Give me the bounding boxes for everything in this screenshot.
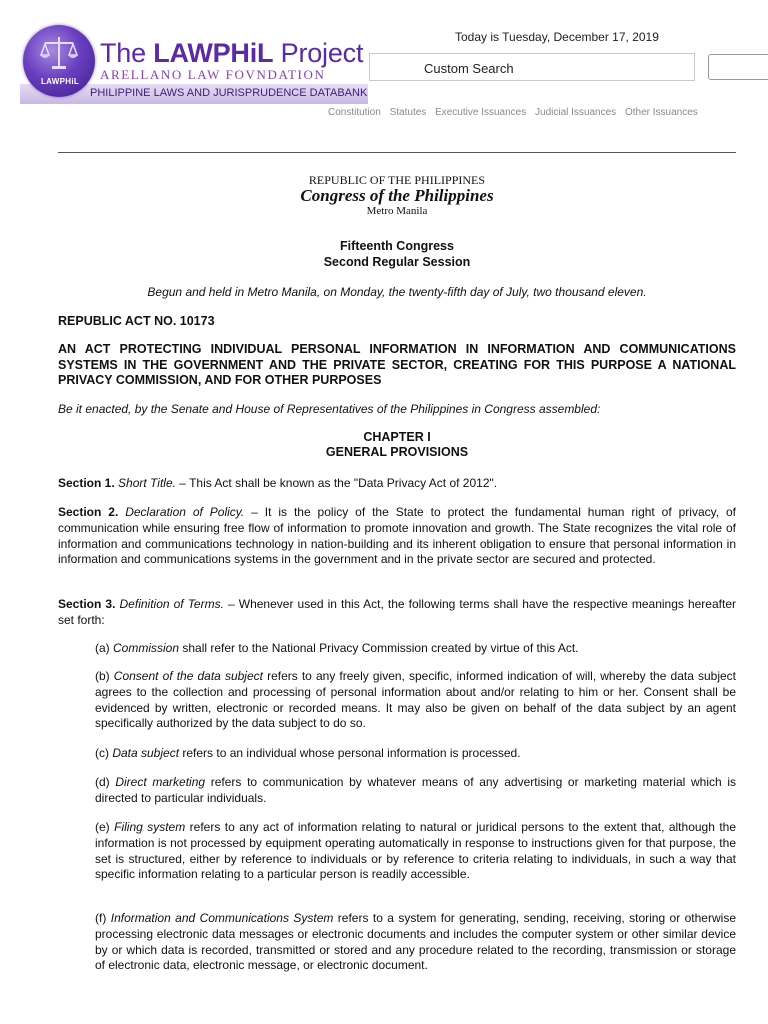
act-title: AN ACT PROTECTING INDIVIDUAL PERSONAL INFORMATION IN INFORMATION AND COMMUNICATIONS SYSTEMS IN THE GOVERNMENT AND THE PRIVATE SECTOR, CREATING FOR THIS PURPOSE A NATIONAL PRIVACY COMMISSION, AND FOR OTHER PURPOSES <box>58 342 736 388</box>
republic-act-number: REPUBLIC ACT NO. 10173 <box>58 314 215 328</box>
site-title <box>100 38 363 69</box>
definition-a-marker: (a) <box>95 641 113 655</box>
definition-b-term: Consent of the data subject <box>113 669 263 683</box>
site-title-pre: The <box>100 38 154 68</box>
section-2-text: – It is the policy of the State to protect the fundamental human right of privacy, of communication while ensuring free flow of information to promote innovation and growth. The State recognizes the vital role of information and communications technology in nation-building and its inherent obligation to ensure that personal information in information and communications systems in the government and in the private sector are secured and protected. <box>58 505 736 567</box>
definition-e-term: Filing system <box>114 820 186 834</box>
metro-manila: Metro Manila <box>366 205 428 217</box>
definition-d-term: Direct marketing <box>115 775 206 789</box>
site-subtitle: ARELLANO LAW FOVNDATION <box>100 67 326 82</box>
definition-f-marker: (f) <box>95 911 111 925</box>
site-title-brand: LAWPHiL <box>153 38 274 68</box>
logo-tagline: PHILIPPINE LAWS AND JURISPRUDENCE DATABANK <box>90 87 368 99</box>
definition-b-text: refers to any freely given, specific, informed indication of will, whereby the data subject agrees to the collection and processing of personal information about and/or relating to him or her. Consent shall be evidenced by written, electronic or recorded means. It may also be given on behalf of the data subject by an agent specifically authorized by the data subject to do so. <box>95 669 736 731</box>
definition-f <box>95 911 736 974</box>
enacting-clause: Be it enacted, by the Senate and House of Representatives of the Philippines in Congress assembled: <box>58 402 601 416</box>
logo-emblem-text: LAWPHiL <box>40 77 80 86</box>
definition-d-text: refers to communication by whatever means of any advertising or marketing material which is directed to particular individuals. <box>95 775 737 805</box>
definition-d <box>95 775 736 807</box>
definition-c-term: Data subject <box>112 746 180 760</box>
section-1-heading: Short Title. <box>118 476 176 490</box>
definition-b <box>95 669 736 732</box>
definition-a <box>95 641 736 657</box>
section-2-heading: Declaration of Policy. <box>125 505 245 519</box>
section-3-label: Section 3. <box>58 597 116 611</box>
definition-a-term: Commission <box>113 641 180 655</box>
definition-e-text: refers to any act of information relating to natural or juridical persons to the extent that, although the information is not processed by equipment operating automatically in response to instructions given for that purpose, the set is structured, either by reference to individuals or by reference to criteria relating to individuals, in such a way that specific information relating to a particular person is readily accessible. <box>95 820 737 882</box>
section-1-text: – This Act shall be known as the "Data Privacy Act of 2012". <box>175 476 498 490</box>
definition-b-marker: (b) <box>95 669 114 683</box>
nav-judicial-issuances[interactable]: Judicial Issuances <box>535 107 617 118</box>
search-placeholder: Custom Search <box>424 61 514 76</box>
definition-f-term: Information and Communications System <box>110 911 334 925</box>
site-title-post: Project <box>273 38 364 68</box>
definition-a-text: shall refer to the National Privacy Commission created by virtue of this Act. <box>179 641 579 655</box>
republic-heading: REPUBLIC OF THE PHILIPPINES <box>308 173 486 187</box>
definition-e <box>95 820 736 883</box>
definition-f-text: refers to a system for generating, sending, receiving, storing or otherwise processing electronic data messages or electronic documents and includes the computer system or other similar device by or which data is recorded, transmitted or stored and any procedure related to the recording, transmission or storage of electronic data, electronic message, or electronic document. <box>95 911 736 973</box>
begun-statement: Begun and held in Metro Manila, on Monday, the twenty-fifth day of July, two thousand eleven. <box>147 285 647 299</box>
chapter-number: CHAPTER I <box>363 430 431 444</box>
nav-constitution[interactable]: Constitution <box>328 107 381 118</box>
current-date: Today is Tuesday, December 17, 2019 <box>455 30 659 44</box>
scales-of-justice-emblem <box>23 25 95 97</box>
section-1 <box>58 476 736 492</box>
section-3-text: – Whenever used in this Act, the following terms shall have the respective meanings hereafter set forth: <box>58 597 736 627</box>
scales-icon <box>37 33 81 77</box>
top-nav <box>328 107 704 118</box>
definition-c-marker: (c) <box>95 746 113 760</box>
definition-c-text: refers to an individual whose personal information is processed. <box>179 746 521 760</box>
nav-statutes[interactable]: Statutes <box>389 107 427 118</box>
section-3-heading: Definition of Terms. <box>119 597 224 611</box>
congress-heading: Congress of the Philippines <box>300 186 494 205</box>
search-button[interactable] <box>708 54 768 80</box>
definition-d-marker: (d) <box>95 775 116 789</box>
section-3 <box>58 597 736 629</box>
section-2-label: Section 2. <box>58 505 119 519</box>
definition-c <box>95 746 736 762</box>
nav-other-issuances[interactable]: Other Issuances <box>624 107 698 118</box>
header-divider <box>58 152 736 153</box>
custom-search-input[interactable] <box>369 53 695 81</box>
site-logo[interactable] <box>20 24 370 106</box>
nav-executive-issuances[interactable]: Executive Issuances <box>435 107 527 118</box>
chapter-title: GENERAL PROVISIONS <box>325 445 469 459</box>
section-1-label: Section 1. <box>58 476 115 490</box>
congress-number: Fifteenth Congress <box>340 239 454 253</box>
definition-e-marker: (e) <box>95 820 115 834</box>
session-name: Second Regular Session <box>323 255 471 269</box>
section-2 <box>58 505 736 568</box>
